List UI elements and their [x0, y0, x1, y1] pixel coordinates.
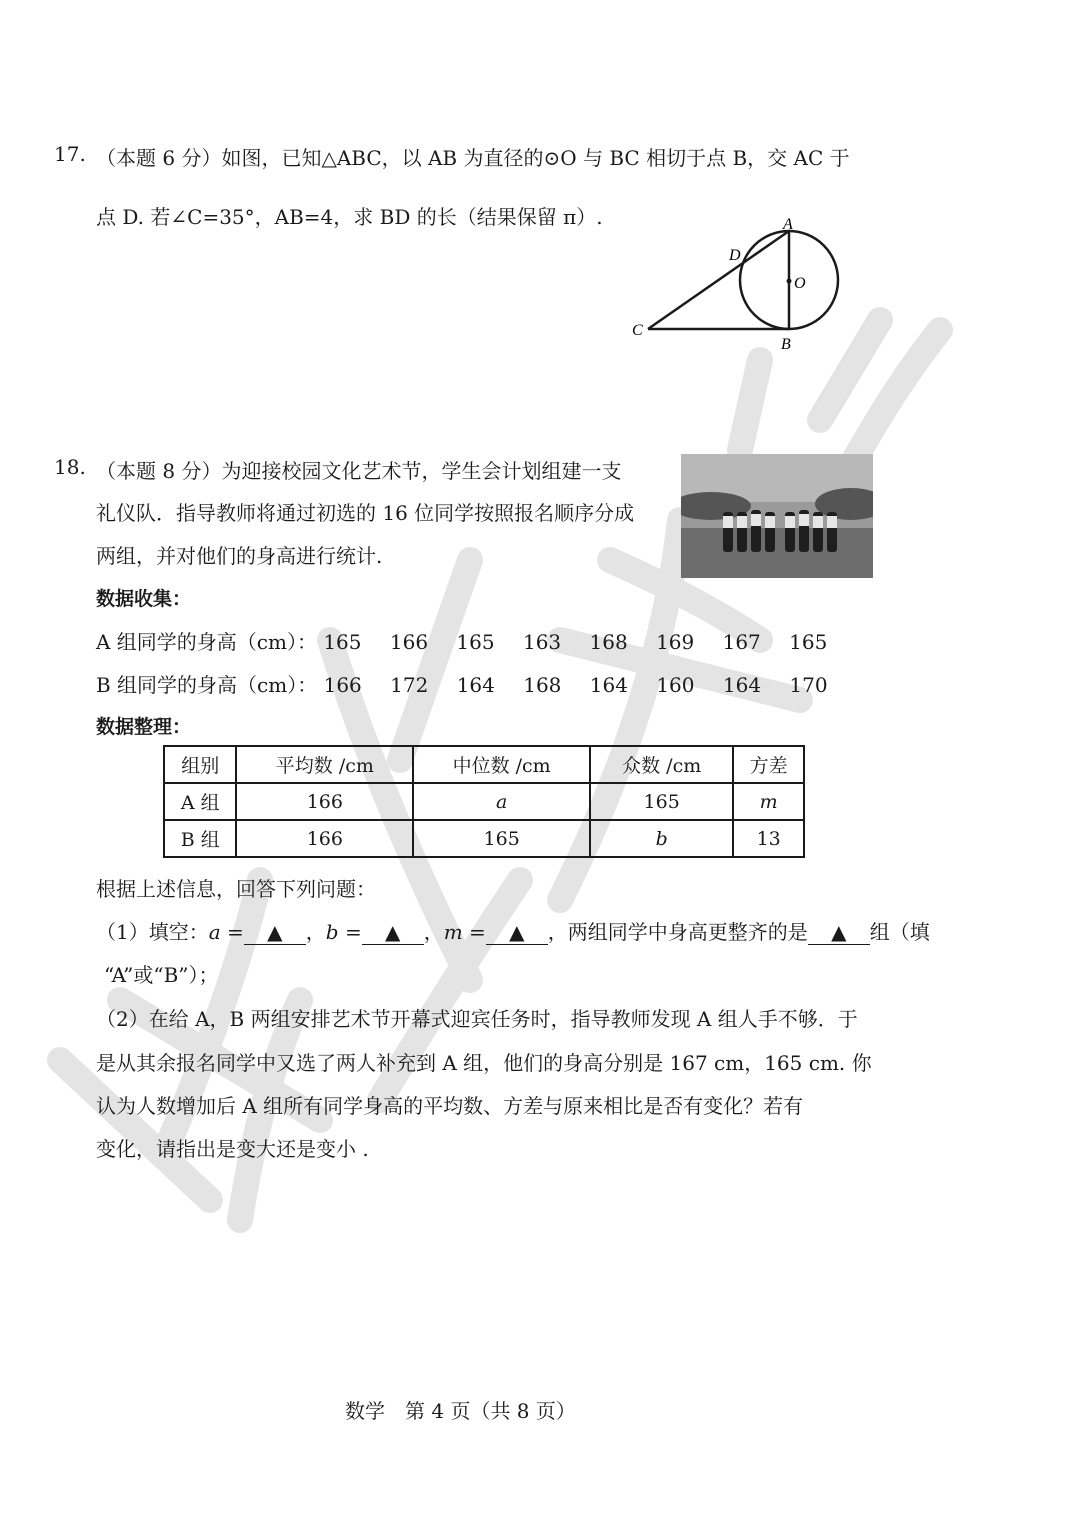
groupB-value: 166 [323, 673, 362, 697]
part2-line1: （2）在给 A，B 两组安排艺术节开幕式迎宾任务时，指导教师发现 A 组人手不够．于 [96, 1007, 858, 1031]
table-row [164, 783, 804, 820]
table-cell: 165 [590, 783, 733, 820]
label-D: D [729, 247, 741, 264]
part1-tail: ，两组同学中身高更整齐的是 [547, 920, 808, 944]
part2-line4: 变化，请指出是变大还是变小 . [96, 1137, 369, 1161]
groupA-value: 168 [589, 630, 628, 654]
groupB-label: B 组同学的身高（cm）： [96, 673, 318, 697]
groupA-value: 165 [456, 630, 495, 654]
b-label: b = [325, 920, 362, 944]
answer-blank-m[interactable]: ▲ [486, 920, 548, 945]
q18-number: 18. [54, 455, 86, 479]
table-cell: A 组 [164, 783, 236, 820]
part2-line2: 是从其余报名同学中又选了两人补充到 A 组，他们的身高分别是 167 cm，165 cm. 你 [96, 1051, 872, 1075]
label-B: B [781, 336, 791, 353]
groupA-label: A 组同学的身高（cm）： [96, 630, 317, 654]
groupA-value: 165 [789, 630, 828, 654]
table-header: 平均数 /cm [236, 746, 413, 783]
table-cell: 166 [236, 783, 413, 820]
table-cell: b [590, 820, 733, 857]
table-cell: 166 [236, 820, 413, 857]
table-cell: 165 [413, 820, 590, 857]
groupB-value: 170 [789, 673, 828, 697]
groupB-value: 168 [523, 673, 562, 697]
page-footer: 数学 第 4 页（共 8 页） [345, 1399, 576, 1423]
separator: ， [305, 920, 326, 944]
q18-intro-line2: 礼仪队．指导教师将通过初选的 16 位同学按照报名顺序分成 [96, 501, 635, 525]
a-label: a = [208, 920, 244, 944]
data-organize-heading: 数据整理： [96, 716, 192, 738]
groupA-value: 163 [522, 630, 562, 654]
answer-prompt: 根据上述信息，回答下列问题： [96, 877, 376, 901]
q17-number: 17. [54, 142, 86, 166]
table-row [164, 820, 804, 857]
groupA-value: 166 [389, 630, 429, 654]
part1-line2: “A”或“B”）； [104, 963, 219, 987]
table-header: 组别 [164, 746, 236, 783]
groupB-value: 164 [589, 673, 628, 697]
groupB-value: 164 [722, 673, 762, 697]
table-header: 中位数 /cm [413, 746, 590, 783]
separator: ， [423, 920, 444, 944]
q18-intro-line3: 两组，并对他们的身高进行统计. [96, 544, 383, 568]
groupA-value: 167 [722, 630, 761, 654]
part1-tail2: 组（填 [869, 920, 930, 944]
data-collection-heading: 数据收集： [96, 588, 192, 610]
groupA-value: 165 [323, 630, 362, 654]
q17-text-line2: 点 D. 若∠C=35°，AB=4，求 BD 的长（结果保留 π）. [96, 205, 603, 229]
table-cell: 13 [733, 820, 804, 857]
part1-line [96, 916, 930, 945]
etiquette-team-photo [681, 454, 873, 578]
groupA-value: 169 [656, 630, 695, 654]
answer-blank-a[interactable]: ▲ [244, 920, 306, 945]
q18-intro-line1: （本题 8 分）为迎接校园文化艺术节，学生会计划组建一支 [96, 459, 622, 483]
m-label: m = [443, 920, 486, 944]
groupA-heights-row [96, 626, 849, 655]
q17-text-line1: （本题 6 分）如图，已知△ABC，以 AB 为直径的⊙O 与 BC 相切于点 B，交 AC 于 [96, 146, 850, 170]
q17-figure [620, 210, 860, 360]
table-cell: m [733, 783, 804, 820]
table-header-row [164, 746, 804, 783]
table-header: 众数 /cm [590, 746, 733, 783]
table-cell: a [413, 783, 590, 820]
part2-line3: 认为人数增加后 A 组所有同学身高的平均数、方差与原来相比是否有变化？若有 [96, 1094, 804, 1118]
groupB-value: 160 [656, 673, 695, 697]
groupB-value: 164 [456, 673, 495, 697]
statistics-table [163, 745, 805, 858]
table-cell: B 组 [164, 820, 236, 857]
part1-prefix: （1）填空： [96, 920, 209, 944]
label-C: C [632, 322, 643, 339]
groupB-value: 172 [390, 673, 429, 697]
answer-blank-b[interactable]: ▲ [362, 920, 424, 945]
table-header: 方差 [733, 746, 804, 783]
groupB-heights-row [96, 669, 850, 698]
label-A: A [783, 216, 793, 233]
label-O: O [794, 275, 806, 292]
answer-blank-group[interactable]: ▲ [808, 920, 870, 945]
